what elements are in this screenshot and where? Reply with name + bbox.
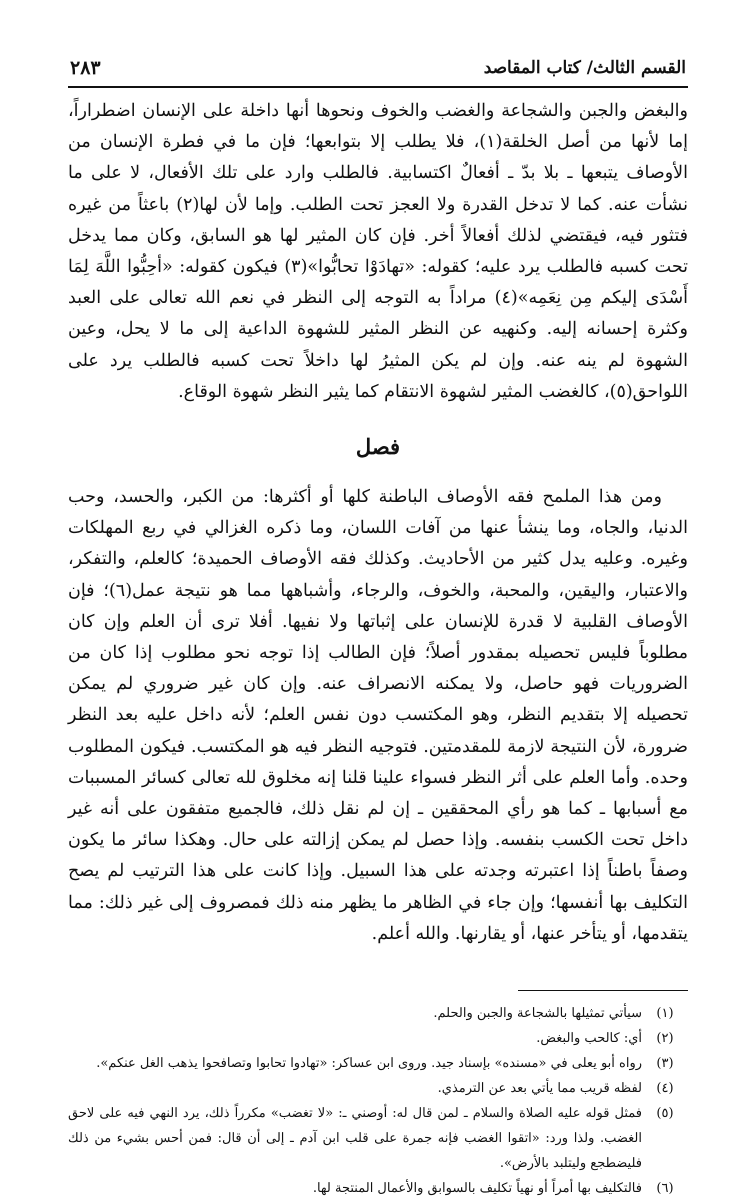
footnote-number: (٥)	[656, 1106, 674, 1122]
footnote-divider	[518, 990, 688, 991]
body-paragraph-1: والبغض والجبن والشجاعة والغضب والخوف ونحوها أنها داخلة على الإنسان اضطراراً، إما لأنها من أصل الخلقة(١)، فلا يطلب إلا بتوابعها؛ فإن ما في فطرة الإنسان من الأوصاف يتبعها ـ بلا بدّ ـ أفعالٌ اكتسابية. فالطلب وارد على تلك الأفعال، لا على ما نشأت عنه. كما لا تدخل القدرة ولا العجز تحت الطلب. وإما لأن لها(٢) باعثاً من غيره فتثور فيه، فيقتضي لذلك أفعالاً أخر. فإن كان المثير لها هو السابق، وكان مما يدخل تحت كسبه فالطلب يرد عليه؛ كقوله: «تهادَوْا تحابُّوا»(٣) فيكون كقوله: «أحِبُّوا اللَّهَ لِمَا أَسْدَى إليكم مِن نِعَمِه»(٤) مراداً به التوجه إلى النظر في نعم الله تعالى على العبد وكثرة إحسانه إليه. وكنهيه عن النظر المثير للشهوة الداعية إلى ما لا يحل، وعين الشهوة لم ينه عنه. وإن لم يكن المثيرُ لها داخلاً تحت كسبه فالطلب يرد على اللواحق(٥)، كالغضب المثير لشهوة الانتقام كما يثير النظر شهوة الوقاع.	[68, 101, 689, 402]
section-heading: فصل	[355, 434, 401, 460]
footnote-3	[68, 1051, 688, 1076]
footnote-text: أي: كالحب والبغض.	[536, 1031, 642, 1047]
footnotes-list	[68, 1001, 688, 1201]
footnote-text: سيأتي تمثيلها بالشجاعة والجبن والحلم.	[433, 1006, 642, 1022]
header-divider	[68, 86, 688, 88]
footnote-text: رواه أبو يعلى في «مسنده» بإسناد جيد. وروى ابن عساكر: «تهادوا تحابوا وتصافحوا يذهب الغل عنكم».	[96, 1056, 642, 1072]
footnote-number: (٤)	[656, 1081, 674, 1097]
footnote-text: لفظه قريب مما يأتي بعد عن الترمذي.	[437, 1081, 642, 1097]
footnote-text: فمثل قوله عليه الصلاة والسلام ـ لمن قال له: أوصني ـ: «لا تغضب» مكرراً ذلك، يرد النهي فيه على لاحق الغضب. ولذا ورد: «اتقوا الغضب فإنه جمرة على قلب ابن آدم ـ إلى أن قال: فمن أحس بشيء من ذلك فليضطجع وليتلبد بالأرض».	[68, 1106, 642, 1172]
footnote-text: فالتكليف بها أمراً أو نهياً تكليف بالسوابق والأعمال المنتجة لها.	[312, 1181, 642, 1197]
footnote-1	[68, 1001, 688, 1026]
footnote-number: (٣)	[656, 1056, 674, 1072]
footnote-number: (٢)	[656, 1031, 674, 1047]
footnote-number: (١)	[656, 1006, 674, 1022]
running-header	[68, 50, 688, 84]
body-paragraph-2: ومن هذا الملمح فقه الأوصاف الباطنة كلها أو أكثرها: من الكبر، والحسد، وحب الدنيا، والجاه، وما ينشأ عنها من آفات اللسان، وما ذكره الغزالي في ربع المهلكات وغيره. وعليه يدل كثير من الأحاديث. وكذلك فقه الأوصاف الحميدة؛ كالعلم، والتفكر، والاعتبار، واليقين، والمحبة، والخوف، والرجاء، وأشباهها مما هو نتيجة عمل(٦)؛ فإن الأوصاف القلبية لا قدرة للإنسان على إثباتها ولا نفيها. أفلا ترى أن العلم وإن كان مطلوباً فليس تحصيله بمقدور أصلاً؛ فإن الطالب إذا توجه نحو مطلوب إذا كان من الضروريات فهو حاصل، ولا يمكنه الانصراف عنه. وإن كان غير ضروري لم يمكن تحصيله إلا بتقديم النظر، وهو المكتسب دون نفس العلم؛ لأنه داخل عليه بعد النظر ضرورة، لأن النتيجة لازمة للمقدمتين. فتوجيه النظر فيه هو المكتسب. فيكون المطلوب وحده. وأما العلم على أثر النظر فسواء علينا قلنا إنه مخلوق لله تعالى كسائر المسببات مع أسبابها ـ كما هو رأي المحققين ـ إن لم نقل ذلك، فالجميع متفقون على أنه غير داخل تحت الكسب بنفسه. وإذا حصل لم يمكن إزالته على حال. وهكذا سائر ما يكون وصفاً باطناً إذا اعتبرته وجدته على هذا السبيل. وإذا كانت على هذا الترتيب لم يصح التكليف بها أنفسها؛ وإن جاء في الظاهر ما يظهر منه ذلك فمصروف إلى غير ذلك: مما يتقدمها، أو يتأخر عنها، أو يقارنها. والله أعلم.	[68, 487, 688, 944]
page-number: ٢٨٣	[70, 57, 101, 79]
footnote-5	[68, 1101, 688, 1176]
header-title: القسم الثالث/ كتاب المقاصد	[483, 58, 686, 78]
footnote-4	[68, 1076, 688, 1101]
footnote-number: (٦)	[656, 1181, 674, 1197]
footnote-2	[68, 1026, 688, 1051]
footnote-6	[68, 1176, 688, 1201]
